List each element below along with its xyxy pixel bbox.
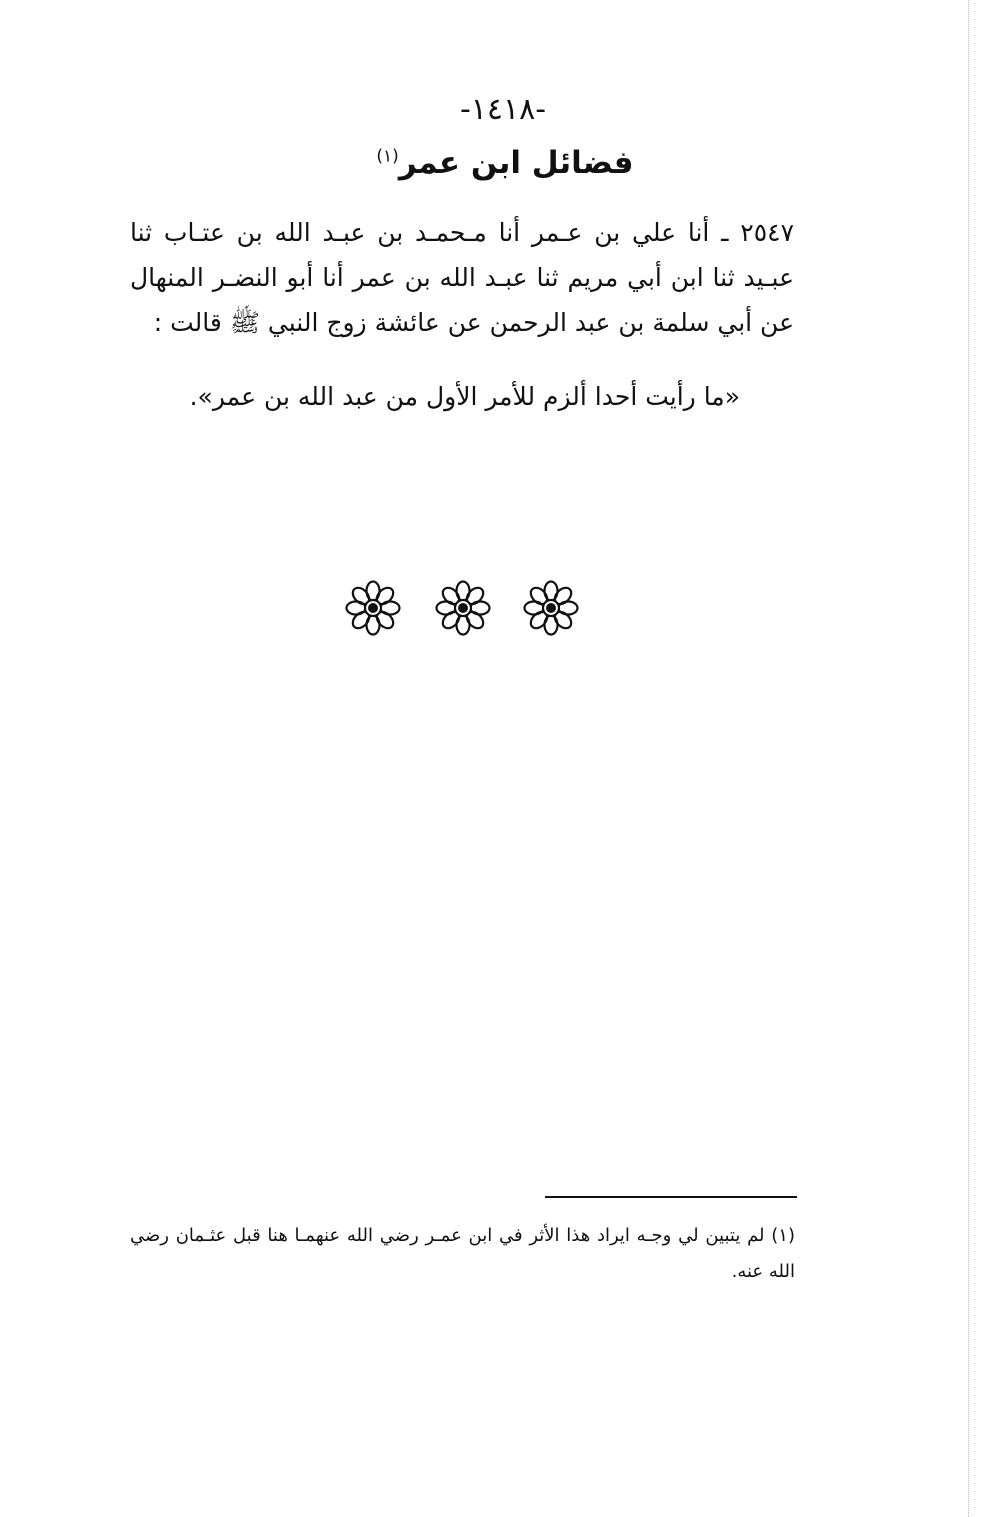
hadith-text: ٢٥٤٧ ـ أنا علي بن عـمر أنا مـحمـد بن عبـد الله بن عتـاب ثنا عبـيد ثنا ابن أبي مريم ثنا عبـد الله بن عمر أنا أبو النضـر المنهال عن أبي سلمة بن عبد الرحمن عن عائشة زوج النبي ﷺ قالت : [130, 218, 794, 337]
page-number: -١٤١٨- [459, 92, 547, 127]
flower-ornament-icon [521, 578, 581, 638]
footnote-marker: (١) [376, 146, 399, 167]
footnote-text: (١) لم يتبين لي وجـه ايراد هذا الأثر في ابن عمـر رضي الله عنهمـا هنا قبل عثـمان رضي الله عنه. [130, 1225, 795, 1282]
page-edge-line [968, 0, 969, 1517]
section-heading [300, 145, 710, 181]
section-title: فضائل ابن عمر [398, 145, 634, 181]
flower-ornament-icon [343, 578, 403, 638]
hadith-quote: «ما رأيت أحدا ألزم للأمر الأول من عبد الله بن عمر». [189, 382, 740, 411]
flower-ornament-icon [433, 578, 493, 638]
ornament-divider [343, 578, 583, 638]
footnote-divider [545, 1196, 797, 1198]
